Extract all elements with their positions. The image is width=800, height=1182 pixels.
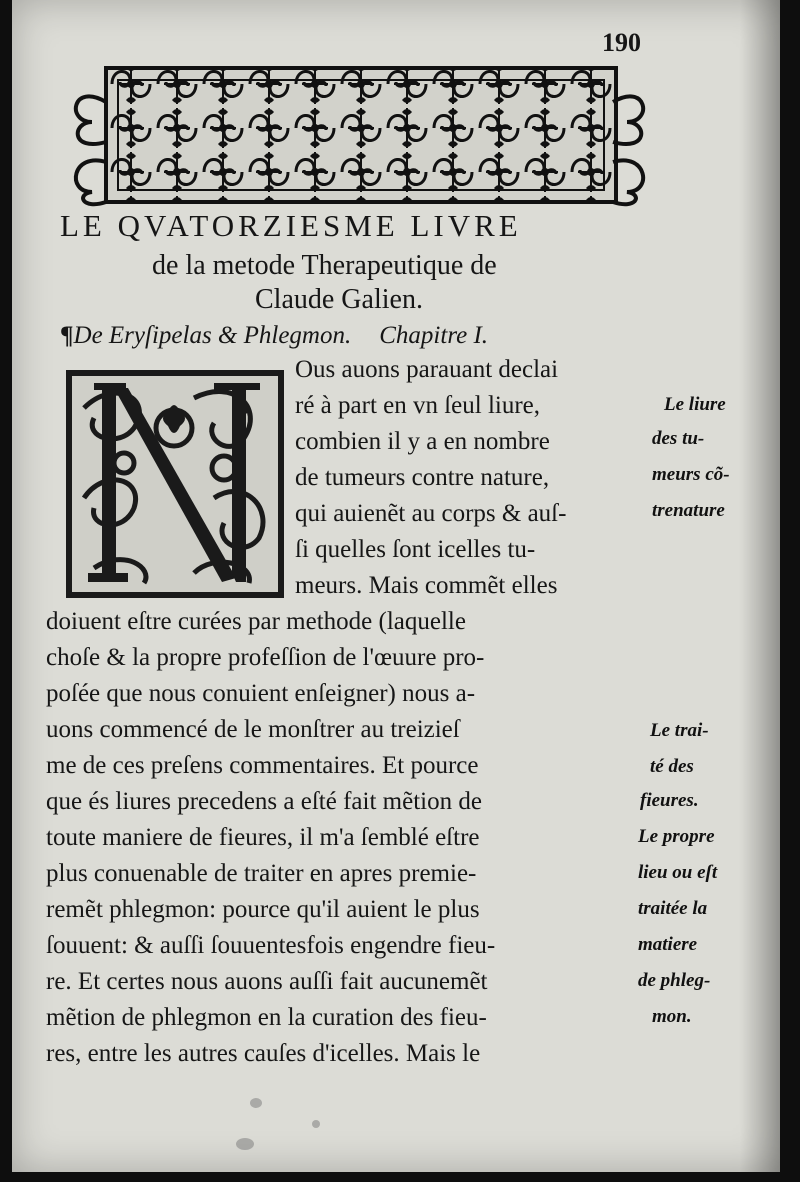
text-line: combien il y a en nombre (295, 428, 550, 455)
text-line: ſi quelles ſont icelles tu- (295, 536, 536, 563)
text-line: de tumeurs contre nature, (295, 464, 550, 491)
text-line: toute maniere de fieures, il m'a ſemblé eſtre (46, 824, 480, 851)
ornamental-headpiece (62, 62, 657, 222)
text-line: remẽt phlegmon: pource qu'il auient le plus (46, 896, 480, 923)
decorated-initial (64, 368, 286, 600)
text-line: poſée que nous conuient enſeigner) nous a- (46, 680, 476, 707)
margin-note: Le liure (664, 394, 726, 415)
margin-note: des tu- (652, 428, 705, 449)
book-author: Claude Galien. (255, 284, 423, 315)
margin-note: té des (650, 756, 694, 777)
text-line: res, entre les autres cauſes d'icelles. Mais le (46, 1040, 481, 1067)
margin-note: meurs cõ- (652, 464, 730, 485)
paper-speck (236, 1138, 254, 1150)
margin-note: traitée la (638, 898, 708, 919)
margin-note: matiere (638, 934, 698, 955)
margin-note: Le propre (638, 826, 715, 847)
text-line: plus conuenable de traiter en apres premie- (46, 860, 477, 887)
text-line: re. Et certes nous auons auſſi fait aucunemẽt (46, 968, 488, 995)
text-line: meurs. Mais commẽt elles (295, 572, 558, 599)
margin-note: de phleg- (638, 970, 711, 991)
margin-note: trenature (652, 500, 725, 521)
text-line: mẽtion de phlegmon en la curation des fieu- (46, 1004, 487, 1031)
chapter-title: De Eryſipelas & Phlegmon. (73, 322, 352, 349)
text-line: choſe & la propre profeſſion de l'œuure pro- (46, 644, 485, 671)
paper-speck (312, 1120, 320, 1128)
chapter-number: Chapitre I. (379, 322, 489, 349)
book-title: LE QVATORZIESME LIVRE (60, 208, 522, 243)
text-line: me de ces preſens commentaires. Et pource (46, 752, 479, 779)
book-subtitle: de la metode Therapeutique de (152, 250, 497, 281)
paper-speck (250, 1098, 262, 1108)
margin-note: Le trai- (650, 720, 709, 741)
text-line: ſouuent: & auſſi ſouuentesfois engendre fieu- (46, 932, 496, 959)
text-line: uons commencé de le monſtrer au treizieſ (46, 716, 460, 743)
margin-note: lieu ou eſt (638, 862, 718, 883)
book-page (12, 0, 780, 1172)
chapter-heading (60, 322, 488, 350)
text-line: ré à part en vn ſeul liure, (295, 392, 541, 419)
margin-note: fieures. (640, 790, 699, 811)
text-line: doiuent eſtre curées par methode (laquelle (46, 608, 466, 635)
pilcrow-mark: ¶ (60, 322, 74, 349)
text-line: Ous auons parauant declai (295, 356, 559, 383)
text-line: que és liures precedens a eſté fait mẽtion de (46, 788, 482, 815)
page-number: 190 (602, 28, 641, 57)
text-line: qui auienẽt au corps & auſ- (295, 500, 567, 527)
margin-note: mon. (652, 1006, 692, 1027)
